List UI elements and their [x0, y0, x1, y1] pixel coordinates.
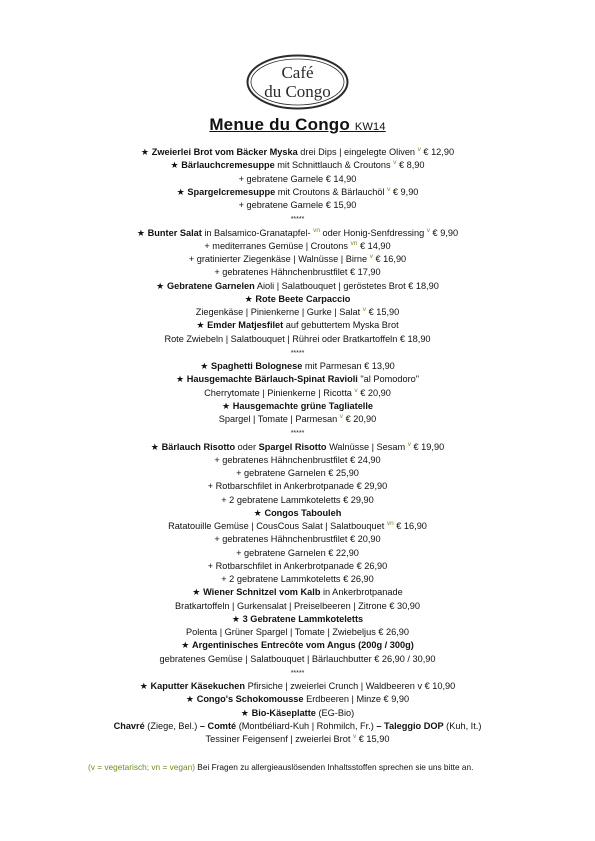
vegetarian-mark: v: [362, 305, 367, 313]
menu-text: in Ankerbrotpanade: [320, 587, 403, 598]
menu-text: ★: [140, 147, 152, 157]
dish-name: Hausgemachte grüne Tagliatelle: [232, 400, 374, 411]
menu-line: [0, 454, 595, 467]
logo-line1: Café: [281, 63, 314, 82]
menu-line: [0, 733, 595, 746]
menu-line: [0, 666, 595, 680]
menu-text: ★: [185, 694, 197, 705]
menu-line: [0, 360, 595, 373]
dish-name: Congo's Schokomousse: [196, 694, 304, 705]
menu-text: Walnüsse | Sesam: [326, 441, 408, 452]
menu-text: + mediterranes Gemüse | Croutons: [204, 240, 351, 251]
dish-name: Chavré: [113, 720, 145, 731]
dish-name: Bunter Salat: [147, 227, 202, 238]
vegetarian-mark: v: [352, 732, 357, 740]
menu-text: ★: [136, 227, 148, 238]
menu-text: € 9,90: [430, 227, 459, 238]
section-separator: *****: [290, 216, 305, 224]
vegetarian-mark: v: [354, 386, 358, 394]
menu-text: € 16,90: [393, 521, 427, 531]
menu-line: [0, 533, 595, 546]
vegetarian-mark: v: [417, 145, 421, 153]
menu-text: € 8,90: [396, 160, 425, 171]
vegetarian-mark: v: [426, 226, 430, 234]
dish-name: Spargelcremesuppe: [187, 186, 276, 197]
dish-name: 3 Gebratene Lammkoteletts: [242, 613, 364, 624]
menu-text: auf gebuttertem Myska Brot: [283, 320, 399, 331]
menu-line: [0, 573, 595, 586]
vegan-mark: vn: [350, 239, 358, 247]
menu-text: € 20,90: [343, 414, 377, 424]
menu-text: € 14,90: [357, 240, 391, 251]
menu-line: [0, 400, 595, 413]
menu-text: € 15,90: [356, 734, 390, 744]
menu-text: ★: [240, 707, 252, 718]
menu-line: [0, 387, 595, 400]
menu-line: [0, 306, 595, 319]
menu-line: [0, 346, 595, 360]
vegetarian-mark: v: [369, 252, 373, 260]
dish-name: Spaghetti Bolognese: [210, 361, 303, 371]
menu-text: + 2 gebratene Lammkoteletts € 26,90: [221, 574, 374, 584]
menu-line: [0, 480, 595, 493]
menu-text: € 9,90: [390, 186, 419, 197]
menu-line: [0, 173, 595, 186]
menu-line: [0, 494, 595, 507]
vegetarian-mark: v: [387, 185, 391, 193]
menu-text: oder: [235, 441, 259, 452]
menu-text: + gebratene Garnele € 15,90: [238, 200, 357, 210]
menu-line: [0, 547, 595, 560]
menu-text: ★: [156, 280, 167, 291]
section-separator: *****: [290, 349, 305, 357]
menu-line: [0, 186, 595, 199]
dish-name: Congos Tabouleh: [264, 507, 342, 518]
cafe-du-congo-logo: [246, 54, 349, 110]
menu-line: [0, 467, 595, 480]
menu-text: mit Schnittlauch & Croutons: [274, 160, 394, 171]
menu-line: [0, 693, 595, 706]
menu-text: ★: [221, 400, 233, 411]
menu-week: KW14: [354, 121, 386, 133]
menu-text: ★: [181, 640, 193, 651]
menu-line: [0, 212, 595, 226]
dish-name: Zweierlei Brot vom Bäcker Myska: [151, 147, 298, 157]
menu-line: [0, 626, 595, 639]
section-separator: *****: [290, 669, 305, 677]
menu-line: [0, 639, 595, 652]
menu-text: "al Pomodoro": [357, 374, 419, 385]
allergy-note: Bei Fragen zu allergieauslösenden Inhaltsstoffen sprechen sie uns bitte an.: [195, 762, 474, 772]
menu-text: Bratkartoffeln | Gurkensalat | Preiselbeeren | Zitrone € 30,90: [175, 600, 420, 611]
menu-line: [0, 227, 595, 240]
menu-text: Aioli | Salatbouquet | geröstetes Brot € 18,90: [254, 280, 439, 291]
menu-line: [0, 253, 595, 266]
menu-text: (Kuh, It.): [443, 720, 482, 731]
menu-line: [0, 653, 595, 666]
menu-line: [0, 586, 595, 599]
menu-text: + 2 gebratene Lammkoteletts € 29,90: [221, 494, 374, 505]
menu-text: Ratatouille Gemüse | CousCous Salat | Salatbouquet: [168, 521, 387, 531]
dish-name: Wiener Schnitzel vom Kalb: [203, 587, 321, 598]
logo-line2: du Congo: [264, 82, 331, 101]
menu-text: Ziegenkäse | Pinienkerne | Gurke | Salat: [195, 307, 363, 317]
dish-name: Bärlauch Risotto: [161, 441, 236, 452]
menu-text: Spargel | Tomate | Parmesan: [218, 414, 340, 424]
dish-name: Kaputter Käsekuchen: [150, 681, 246, 691]
menu-text: + gebratene Garnelen € 25,90: [236, 468, 359, 478]
menu-text: € 20,90: [357, 387, 391, 398]
menu-text: € 12,90: [420, 147, 455, 157]
menu-line: [0, 441, 595, 454]
menu-line: [0, 266, 595, 279]
dish-name: Rote Beete Carpaccio: [255, 293, 351, 304]
menu-text: (EG-Bio): [315, 707, 355, 718]
menu-text: + gratinierter Ziegenkäse | Walnüsse | Birne: [188, 254, 370, 264]
menu-text: Polenta | Grüner Spargel | Tomate | Zwiebeljus € 26,90: [185, 627, 410, 637]
menu-text: € 16,90: [372, 254, 407, 264]
section-separator: *****: [290, 430, 305, 438]
menu-text: Tessiner Feigensenf | zweierlei Brot: [205, 734, 353, 744]
menu-line: [0, 720, 595, 733]
menu-text: mit Parmesan € 13,90: [302, 361, 395, 371]
dish-name: Spargel Risotto: [258, 441, 327, 452]
menu-text: Pfirsiche | zweierlei Crunch | Waldbeeren v € 10,90: [245, 681, 456, 691]
menu-line: [0, 293, 595, 306]
menu-text: in Balsamico-Granatapfel-: [201, 227, 314, 238]
menu-line: [0, 560, 595, 573]
menu-text: + gebratene Garnele € 14,90: [238, 173, 357, 184]
menu-text: gebratenes Gemüse | Salatbouquet | Bärlauchbutter € 26,90 / 30,90: [159, 653, 436, 664]
menu-text: ★: [196, 320, 208, 331]
dish-name: Hausgemachte Bärlauch-Spinat Ravioli: [186, 374, 358, 385]
menu-line: [0, 707, 595, 720]
menu-line: [0, 240, 595, 253]
menu-line: [0, 613, 595, 626]
menu-text: ★: [244, 293, 256, 304]
menu-line: [0, 280, 595, 293]
menu-text: Erdbeeren | Minze € 9,90: [303, 694, 410, 705]
menu-text: ★: [200, 361, 211, 371]
dish-name: Gebratene Garnelen: [166, 280, 255, 291]
menu-line: [0, 319, 595, 332]
menu-text: oder Honig-Senfdressing: [320, 227, 427, 238]
menu-line: [0, 199, 595, 212]
dish-name: Bio-Käseplatte: [251, 707, 316, 718]
dish-name: – Taleggio DOP: [376, 720, 444, 731]
menu-line: [0, 600, 595, 613]
menu-text: + Rotbarschfilet in Ankerbrotpanade € 26,90: [207, 560, 388, 571]
menu-text: + gebratenes Hähnchenbrustfilet € 24,90: [214, 454, 381, 465]
dish-name: – Comté: [199, 720, 237, 731]
menu-line: [0, 333, 595, 346]
menu-text: ★: [176, 186, 188, 197]
menu-text: (Ziege, Bel.): [144, 720, 200, 731]
menu-text: ★: [231, 613, 243, 624]
menu-text: + gebratene Garnelen € 22,90: [236, 547, 359, 558]
menu-text: ★: [192, 587, 204, 598]
menu-line: [0, 413, 595, 426]
menu-text: + gebratenes Hähnchenbrustfilet € 20,90: [214, 534, 381, 545]
dish-name: Bärlauchcremesuppe: [181, 160, 275, 171]
menu-text: Rote Zwiebeln | Salatbouquet | Rührei oder Bratkartoffeln € 18,90: [164, 333, 431, 344]
menu-text: ★: [175, 374, 187, 385]
dish-name: Emder Matjesfilet: [207, 320, 284, 331]
menu-line: [0, 680, 595, 693]
menu-text: drei Dips | eingelegte Oliven: [297, 147, 418, 157]
menu-line: [0, 426, 595, 440]
diet-legend: (v = vegetarisch; vn = vegan): [88, 762, 195, 772]
menu-line: [0, 146, 595, 159]
menu-text: + gebratenes Hähnchenbrustfilet € 17,90: [214, 267, 381, 278]
menu-text: Cherrytomate | Pinienkerne | Ricotta: [204, 387, 355, 398]
vegan-mark: vn: [386, 519, 394, 527]
menu-title-text: Menue du Congo: [209, 115, 350, 134]
menu-text: ★: [150, 441, 162, 452]
menu-line: [0, 373, 595, 386]
dish-name: Argentinisches Entrecôte vom Angus (200g / 300g): [192, 640, 414, 651]
menu-text: + Rotbarschfilet in Ankerbrotpanade € 29,90: [207, 481, 388, 492]
menu-title: [0, 115, 595, 135]
vegetarian-mark: v: [407, 440, 411, 448]
menu-line: [0, 507, 595, 520]
menu-text: (Montbéliard-Kuh | Rohmilch, Fr.): [236, 720, 377, 731]
vegan-mark: vn: [313, 226, 320, 234]
menu-text: ★: [170, 160, 182, 171]
menu-text: € 19,90: [410, 441, 445, 452]
menu-line: [0, 520, 595, 533]
menu-text: ★: [139, 681, 151, 691]
menu-text: € 15,90: [366, 307, 400, 317]
footer-note: [88, 762, 473, 772]
vegetarian-mark: v: [393, 159, 397, 167]
menu-line: [0, 159, 595, 172]
menu-text: ★: [253, 507, 265, 518]
menu-text: mit Croutons & Bärlauchöl: [275, 186, 388, 197]
menu-list: [0, 146, 595, 746]
vegetarian-mark: v: [339, 412, 344, 420]
